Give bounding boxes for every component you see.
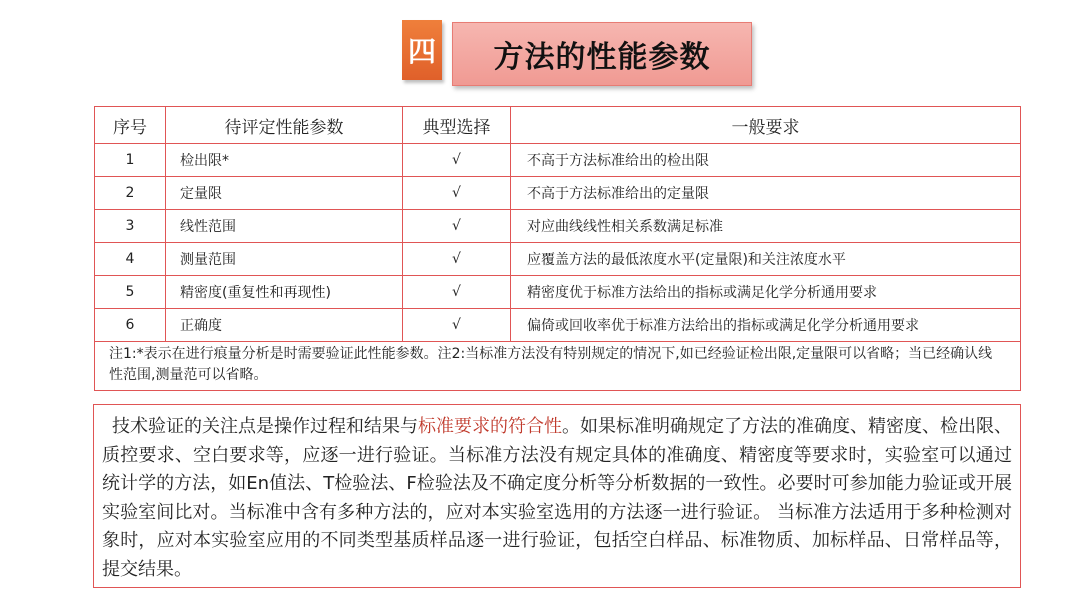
table-row [95, 309, 1021, 342]
section-number: 四 [407, 35, 436, 68]
row-check: √ [403, 210, 511, 243]
row-no: 2 [95, 177, 166, 210]
row-check: √ [403, 309, 511, 342]
table-note-row [95, 342, 1021, 391]
row-param: 测量范围 [166, 243, 403, 276]
row-param: 定量限 [166, 177, 403, 210]
row-param: 正确度 [166, 309, 403, 342]
page-title: 方法的性能参数 [493, 40, 711, 75]
row-no: 4 [95, 243, 166, 276]
row-requirement: 不高于方法标准给出的检出限 [511, 144, 1021, 177]
row-param: 检出限* [166, 144, 403, 177]
table-row [95, 276, 1021, 309]
row-requirement: 精密度优于标准方法给出的指标或满足化学分析通用要求 [511, 276, 1021, 309]
row-check: √ [403, 243, 511, 276]
row-check: √ [403, 276, 511, 309]
table-row [95, 243, 1021, 276]
row-no: 5 [95, 276, 166, 309]
verification-paragraph [93, 404, 1021, 588]
column-header-requirement: 一般要求 [511, 107, 1021, 144]
paragraph-highlight: 标准要求的符合性 [418, 416, 562, 437]
table-row [95, 210, 1021, 243]
row-check: √ [403, 144, 511, 177]
paragraph-part1: 技术验证的关注点是操作过程和结果与 [112, 416, 418, 437]
table-note: 注1:*表示在进行痕量分析是时需要验证此性能参数。注2:当标准方法没有特别规定的情况下,如已经验证检出限,定量限可以省略；当已经确认线性范围,测量范可以省略。 [95, 342, 1021, 391]
section-number-badge [402, 20, 442, 80]
paragraph-part2: 。如果标准明确规定了方法的准确度、精密度、检出限、质控要求、空白要求等，应逐一进行验证。当标准方法没有规定具体的准确度、精密度等要求时，实验室可以通过统计学的方法，如En值法、T检验法、F检验法及不确定度分析等分析数据的一致性。必要时可参加能力验证或开展实验室间比对。当标准中含有多种方法的，应对本实验室选用的方法逐一进行验证。 当标准方法适用于多种检测对象时，应对本实验室应用的不同类型基质样品逐一进行验证，包括空白样品、标准物质、加标样品、日常样品等，提交结果。 [102, 416, 1012, 580]
table-header-row [95, 107, 1021, 144]
row-no: 3 [95, 210, 166, 243]
row-requirement: 应覆盖方法的最低浓度水平(定量限)和关注浓度水平 [511, 243, 1021, 276]
row-requirement: 不高于方法标准给出的定量限 [511, 177, 1021, 210]
table-row [95, 177, 1021, 210]
row-param: 线性范围 [166, 210, 403, 243]
row-check: √ [403, 177, 511, 210]
row-requirement: 对应曲线线性相关系数满足标准 [511, 210, 1021, 243]
row-no: 1 [95, 144, 166, 177]
column-header-no: 序号 [95, 107, 166, 144]
row-param: 精密度(重复性和再现性) [166, 276, 403, 309]
row-no: 6 [95, 309, 166, 342]
page-title-box [452, 22, 752, 86]
column-header-selection: 典型选择 [403, 107, 511, 144]
column-header-param: 待评定性能参数 [166, 107, 403, 144]
row-requirement: 偏倚或回收率优于标准方法给出的指标或满足化学分析通用要求 [511, 309, 1021, 342]
table-row [95, 144, 1021, 177]
performance-params-table [94, 106, 1021, 391]
